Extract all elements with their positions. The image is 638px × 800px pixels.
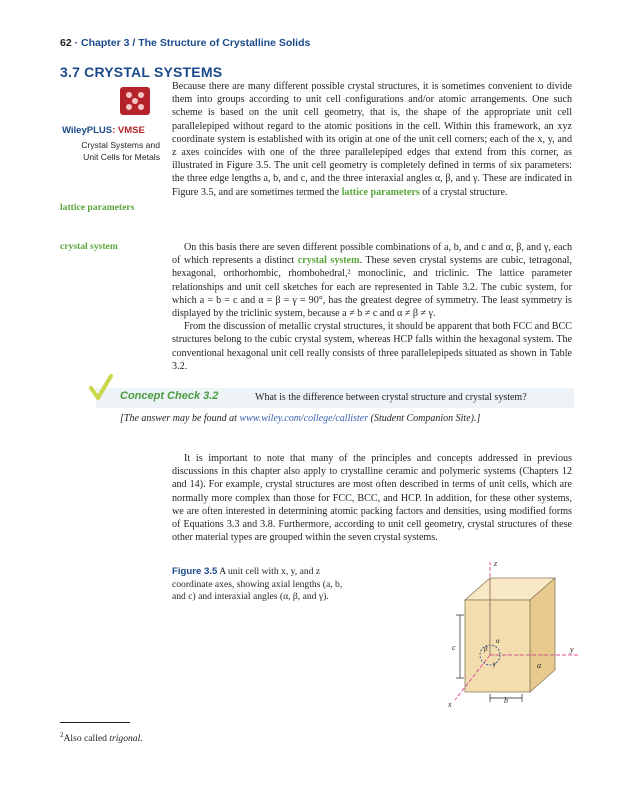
margin-term-crystal-system: crystal system [60,241,118,252]
chapter-label: Chapter 3 [81,37,130,49]
beta-label: β [484,645,488,653]
alpha-label: α [496,637,500,645]
unit-cell-figure [420,560,580,715]
key-term-lattice-parameters: lattice parameters [341,186,420,198]
x-axis-label: x [448,700,452,709]
z-axis-label: z [494,560,498,568]
b-length-label: b [504,696,508,705]
vmse-caption-line1: Crystal Systems and [81,140,160,150]
footnote-text: Also called [63,733,110,745]
paragraph-2c: From the discussion of metallic crystal structures, it should be apparent that both FCC and BCC structures belong to the cubic crystal system, whereas HCP falls within the hexagonal system. The conventional hexagonal unit cell really consists of three parallelepipeds situated as shown in Table 3.2. [172,321,572,372]
figure-caption [172,566,352,604]
footnote-italic: trigonal. [109,733,143,745]
figure-label: Figure 3.5 [172,566,218,577]
footnote-rule [60,722,130,723]
paragraph-2-text-b: . These seven crystal systems are cubic, tetragonal, hexagonal, orthorhombic, rhombohedral,² monoclinic, and triclinic. The lattice parameter relationships and unit cell sketches for each are represented in Table 3.2. The cubic system, for which a = b = c and α = β = γ = 90°, has the greatest degree of symmetry. The least symmetry is displayed by the triclinic system, because a ≠ b ≠ c and α ≠ β ≠ γ. [172,255,573,320]
figure-caption-text: A unit cell with x, y, and z coordinate axes, showing axial lengths (a, b, and c) and interaxial angles (α, β, and γ). [172,566,343,602]
y-axis-label: y [570,645,574,654]
wileyplus-text: WileyPLUS [62,125,113,136]
answer-prefix: [The answer may be found at [120,413,240,424]
paragraph-2-text-a: On this basis there are seven different possible combinations of a, b, and c and α, β, and γ, each of which represents a distinct [172,242,572,267]
footnote-marker: 2 [60,731,64,739]
footnote [60,731,143,744]
header-separator: · [74,37,79,49]
vmse-text: : VMSE [112,125,145,136]
gamma-label: γ [493,660,496,668]
a-length-label: a [537,661,541,670]
paragraph-3: It is important to note that many of the principles and concepts addressed in previous discussions in this chapter also apply to crystalline ceramic and polymeric systems (Chapters 12 and 14). For example, crystal structures are most often described in terms of unit cells, which are normally more complex than those for FCC, BCC, and HCP. In addition, for these other systems, we are often interested in determining atomic packing factors and densities, using modified forms of Equations 3.3 and 3.8. Furthermore, according to unit cell geometry, crystal structures of these other material types are grouped within the seven crystal systems. [172,453,572,544]
c-length-label: c [452,643,456,652]
vmse-logo-icon[interactable] [120,87,150,115]
key-term-crystal-system: crystal system [297,255,360,267]
paragraph-2 [172,241,572,373]
cube-front-face [465,600,530,692]
paragraph-1-text-b: of a crystal structure. [419,186,508,198]
section-title: 3.7 CRYSTAL SYSTEMS [60,64,223,80]
concept-check-title: Concept Check 3.2 [120,390,219,402]
wileyplus-label[interactable] [62,125,145,136]
chapter-title: The Structure of Crystalline Solids [138,37,311,49]
answer-suffix: (Student Companion Site).] [368,413,481,424]
margin-term-lattice-parameters: lattice parameters [60,202,135,213]
concept-check-answer [120,413,480,424]
vmse-caption-line2: Unit Cells for Metals [83,151,160,162]
paragraph-1-text-a: Because there are many different possible crystal structures, it is sometimes convenient to divide them into groups according to unit cell configurations and/or atomic arrangements. One such scheme is based on the unit cell geometry, that is, the shape of the appropriate unit cell parallelepiped without regard to the atomic positions in the cell. Within this framework, an xyz coordinate system is established with its origin at one of the unit cell corners; each of the x, y, and z axes coincides with one of the three parallelepiped edges that extend from this corner, as illustrated in Figure 3.5. The unit cell geometry is completely defined in terms of six parameters: the three edge lengths a, b, and c, and the three interaxial angles α, β, and γ. These are indicated in Figure 3.5, and are sometimes termed the [172,81,572,198]
page-number: 62 [60,37,72,49]
header-slash: / [132,37,136,49]
checkmark-icon [88,374,114,409]
concept-check-question: What is the difference between crystal structure and crystal system? [255,392,527,403]
answer-link[interactable]: www.wiley.com/college/callister [239,413,369,424]
paragraph-1 [172,80,572,199]
running-header [60,37,310,49]
vmse-caption [60,140,160,163]
